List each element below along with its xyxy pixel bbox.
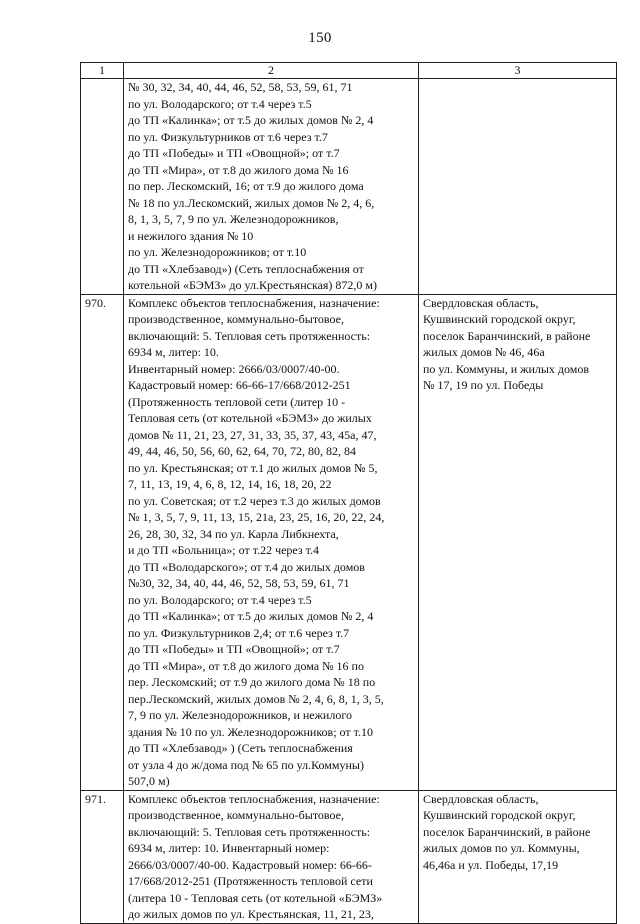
- column-header-3: 3: [419, 63, 617, 79]
- table-row: [81, 294, 617, 790]
- description-line: 7, 11, 13, 19, 4, 6, 8, 12, 14, 16, 18, 20, 22: [128, 477, 332, 491]
- description-line: № 1, 3, 5, 7, 9, 11, 13, 15, 21а, 23, 25, 16, 20, 22, 24,: [128, 510, 385, 524]
- description-line: по ул. Крестьянская; от т.1 до жилых домов № 5,: [128, 460, 378, 475]
- description-line: от узла 4 до ж/дома под № 65 по ул.Коммуны): [128, 757, 364, 772]
- location-line: поселок Баранчинский, в районе: [423, 824, 591, 839]
- column-header-1: 1: [81, 63, 124, 79]
- location-line: жилых домов № 46, 46а: [423, 345, 545, 359]
- description-line: включающий: 5. Тепловая сеть протяженность:: [128, 328, 371, 343]
- object-description: [124, 79, 419, 295]
- description-line: № 30, 32, 34, 40, 44, 46, 52, 58, 53, 59, 61, 71: [128, 80, 353, 94]
- row-number: 970.: [81, 294, 124, 790]
- description-line: пер.Лескомский, жилых домов № 2, 4, 6, 8, 1, 3, 5,: [128, 691, 384, 706]
- location-line: Свердловская область,: [423, 295, 539, 310]
- description-line: здания № 10 по ул. Железнодорожников; от т.10: [128, 724, 373, 739]
- column-header-2: 2: [124, 63, 419, 79]
- description-line: по пер. Лескомский, 16; от т.9 до жилого дома: [128, 179, 364, 193]
- description-line: по ул. Володарского; от т.4 через т.5: [128, 96, 312, 111]
- description-line: до ТП «Победы» и ТП «Овощной»; от т.7: [128, 642, 340, 656]
- description-line: до ТП «Володарского»; от т.4 до жилых домов: [128, 559, 365, 574]
- description-line: по ул. Железнодорожников; от т.10: [128, 245, 307, 259]
- location-line: Свердловская область,: [423, 791, 539, 806]
- row-number: [81, 79, 124, 295]
- description-line: до ТП «Победы» и ТП «Овощной»; от т.7: [128, 146, 340, 160]
- description-line: Комплекс объектов теплоснабжения, назначение:: [128, 791, 380, 806]
- location-line: 46,46а и ул. Победы, 17,19: [423, 857, 559, 872]
- description-line: домов № 11, 21, 23, 27, 31, 33, 35, 37, 43, 45а, 47,: [128, 427, 377, 442]
- description-line: по ул. Физкультурников от т.6 через т.7: [128, 129, 328, 144]
- description-line: по ул. Володарского; от т.4 через т.5: [128, 592, 312, 607]
- description-line: до ТП «Калинка»; от т.5 до жилых домов № 2, 4: [128, 113, 374, 127]
- description-line: 49, 44, 46, 50, 56, 60, 62, 64, 70, 72, 80, 82, 84: [128, 444, 356, 458]
- description-line: 26, 28, 30, 32, 34 по ул. Карла Либкнехта,: [128, 526, 339, 541]
- object-description: [124, 790, 419, 923]
- description-line: 7, 9 по ул. Железнодорожников, и нежилого: [128, 708, 352, 722]
- location-line: по ул. Коммуны, и жилых домов: [423, 361, 590, 376]
- description-line: 8, 1, 3, 5, 7, 9 по ул. Железнодорожников,: [128, 212, 339, 226]
- description-line: 17/668/2012-251 (Протяженность тепловой сети: [128, 874, 373, 888]
- description-line: Кадастровый номер: 66-66-17/668/2012-251: [128, 378, 351, 392]
- description-line: № 18 по ул.Лескомский, жилых домов № 2, 4, 6,: [128, 195, 375, 210]
- object-location: [419, 294, 617, 790]
- object-location: [419, 79, 617, 295]
- description-line: до жилых домов по ул. Крестьянская, 11, 21, 23,: [128, 907, 374, 921]
- location-line: Кушвинский городской округ,: [423, 808, 576, 822]
- description-line: включающий: 5. Тепловая сеть протяженность:: [128, 824, 371, 839]
- description-line: 507,0 м): [128, 774, 170, 788]
- description-line: Тепловая сеть (от котельной «БЭМЗ» до жилых: [128, 411, 372, 425]
- location-line: жилых домов по ул. Коммуны,: [423, 841, 580, 855]
- page-number: 150: [308, 30, 332, 46]
- description-line: до ТП «Хлебзавод») (Сеть теплоснабжения от: [128, 261, 364, 276]
- object-description: [124, 294, 419, 790]
- row-number: 971.: [81, 790, 124, 923]
- description-line: 6934 м, литер: 10.: [128, 345, 219, 359]
- description-line: производственное, коммунально-бытовое,: [128, 808, 344, 822]
- description-line: и до ТП «Больница»; от т.22 через т.4: [128, 543, 319, 557]
- table-header-row: [81, 63, 617, 79]
- description-line: до ТП «Хлебзавод» ) (Сеть теплоснабжения: [128, 741, 353, 755]
- description-line: котельной «БЭМЗ» до ул.Крестьянская) 872,0 м): [128, 278, 378, 292]
- registry-table: [80, 62, 617, 924]
- location-line: Кушвинский городской округ,: [423, 312, 576, 326]
- location-line: № 17, 19 по ул. Победы: [423, 378, 544, 392]
- object-location: [419, 790, 617, 923]
- table-body: [81, 79, 617, 924]
- location-line: поселок Баранчинский, в районе: [423, 328, 591, 343]
- description-line: по ул. Физкультурников 2,4; от т.6 через т.7: [128, 625, 350, 640]
- description-line: (литера 10 - Тепловая сеть (от котельной «БЭМЗ»: [128, 890, 383, 905]
- description-line: до ТП «Калинка»; от т.5 до жилых домов № 2, 4: [128, 609, 374, 623]
- description-line: до ТП «Мира», от т.8 до жилого дома № 16 по: [128, 658, 364, 673]
- table-row: [81, 79, 617, 295]
- description-line: пер. Лескомский; от т.9 до жилого дома № 18 по: [128, 675, 376, 689]
- description-line: до ТП «Мира», от т.8 до жилого дома № 16: [128, 162, 349, 177]
- description-line: №30, 32, 34, 40, 44, 46, 52, 58, 53, 59, 61, 71: [128, 576, 350, 590]
- description-line: Инвентарный номер: 2666/03/0007/40-00.: [128, 361, 340, 376]
- description-line: и нежилого здания № 10: [128, 228, 254, 243]
- description-line: (Протяженность тепловой сети (литер 10 -: [128, 394, 346, 409]
- table-row: [81, 790, 617, 923]
- description-line: производственное, коммунально-бытовое,: [128, 312, 344, 326]
- description-line: 6934 м, литер: 10. Инвентарный номер:: [128, 841, 330, 855]
- description-line: Комплекс объектов теплоснабжения, назначение:: [128, 295, 380, 310]
- description-line: по ул. Советская; от т.2 через т.3 до жилых домов: [128, 493, 381, 508]
- description-line: 2666/03/0007/40-00. Кадастровый номер: 66-66-: [128, 857, 372, 872]
